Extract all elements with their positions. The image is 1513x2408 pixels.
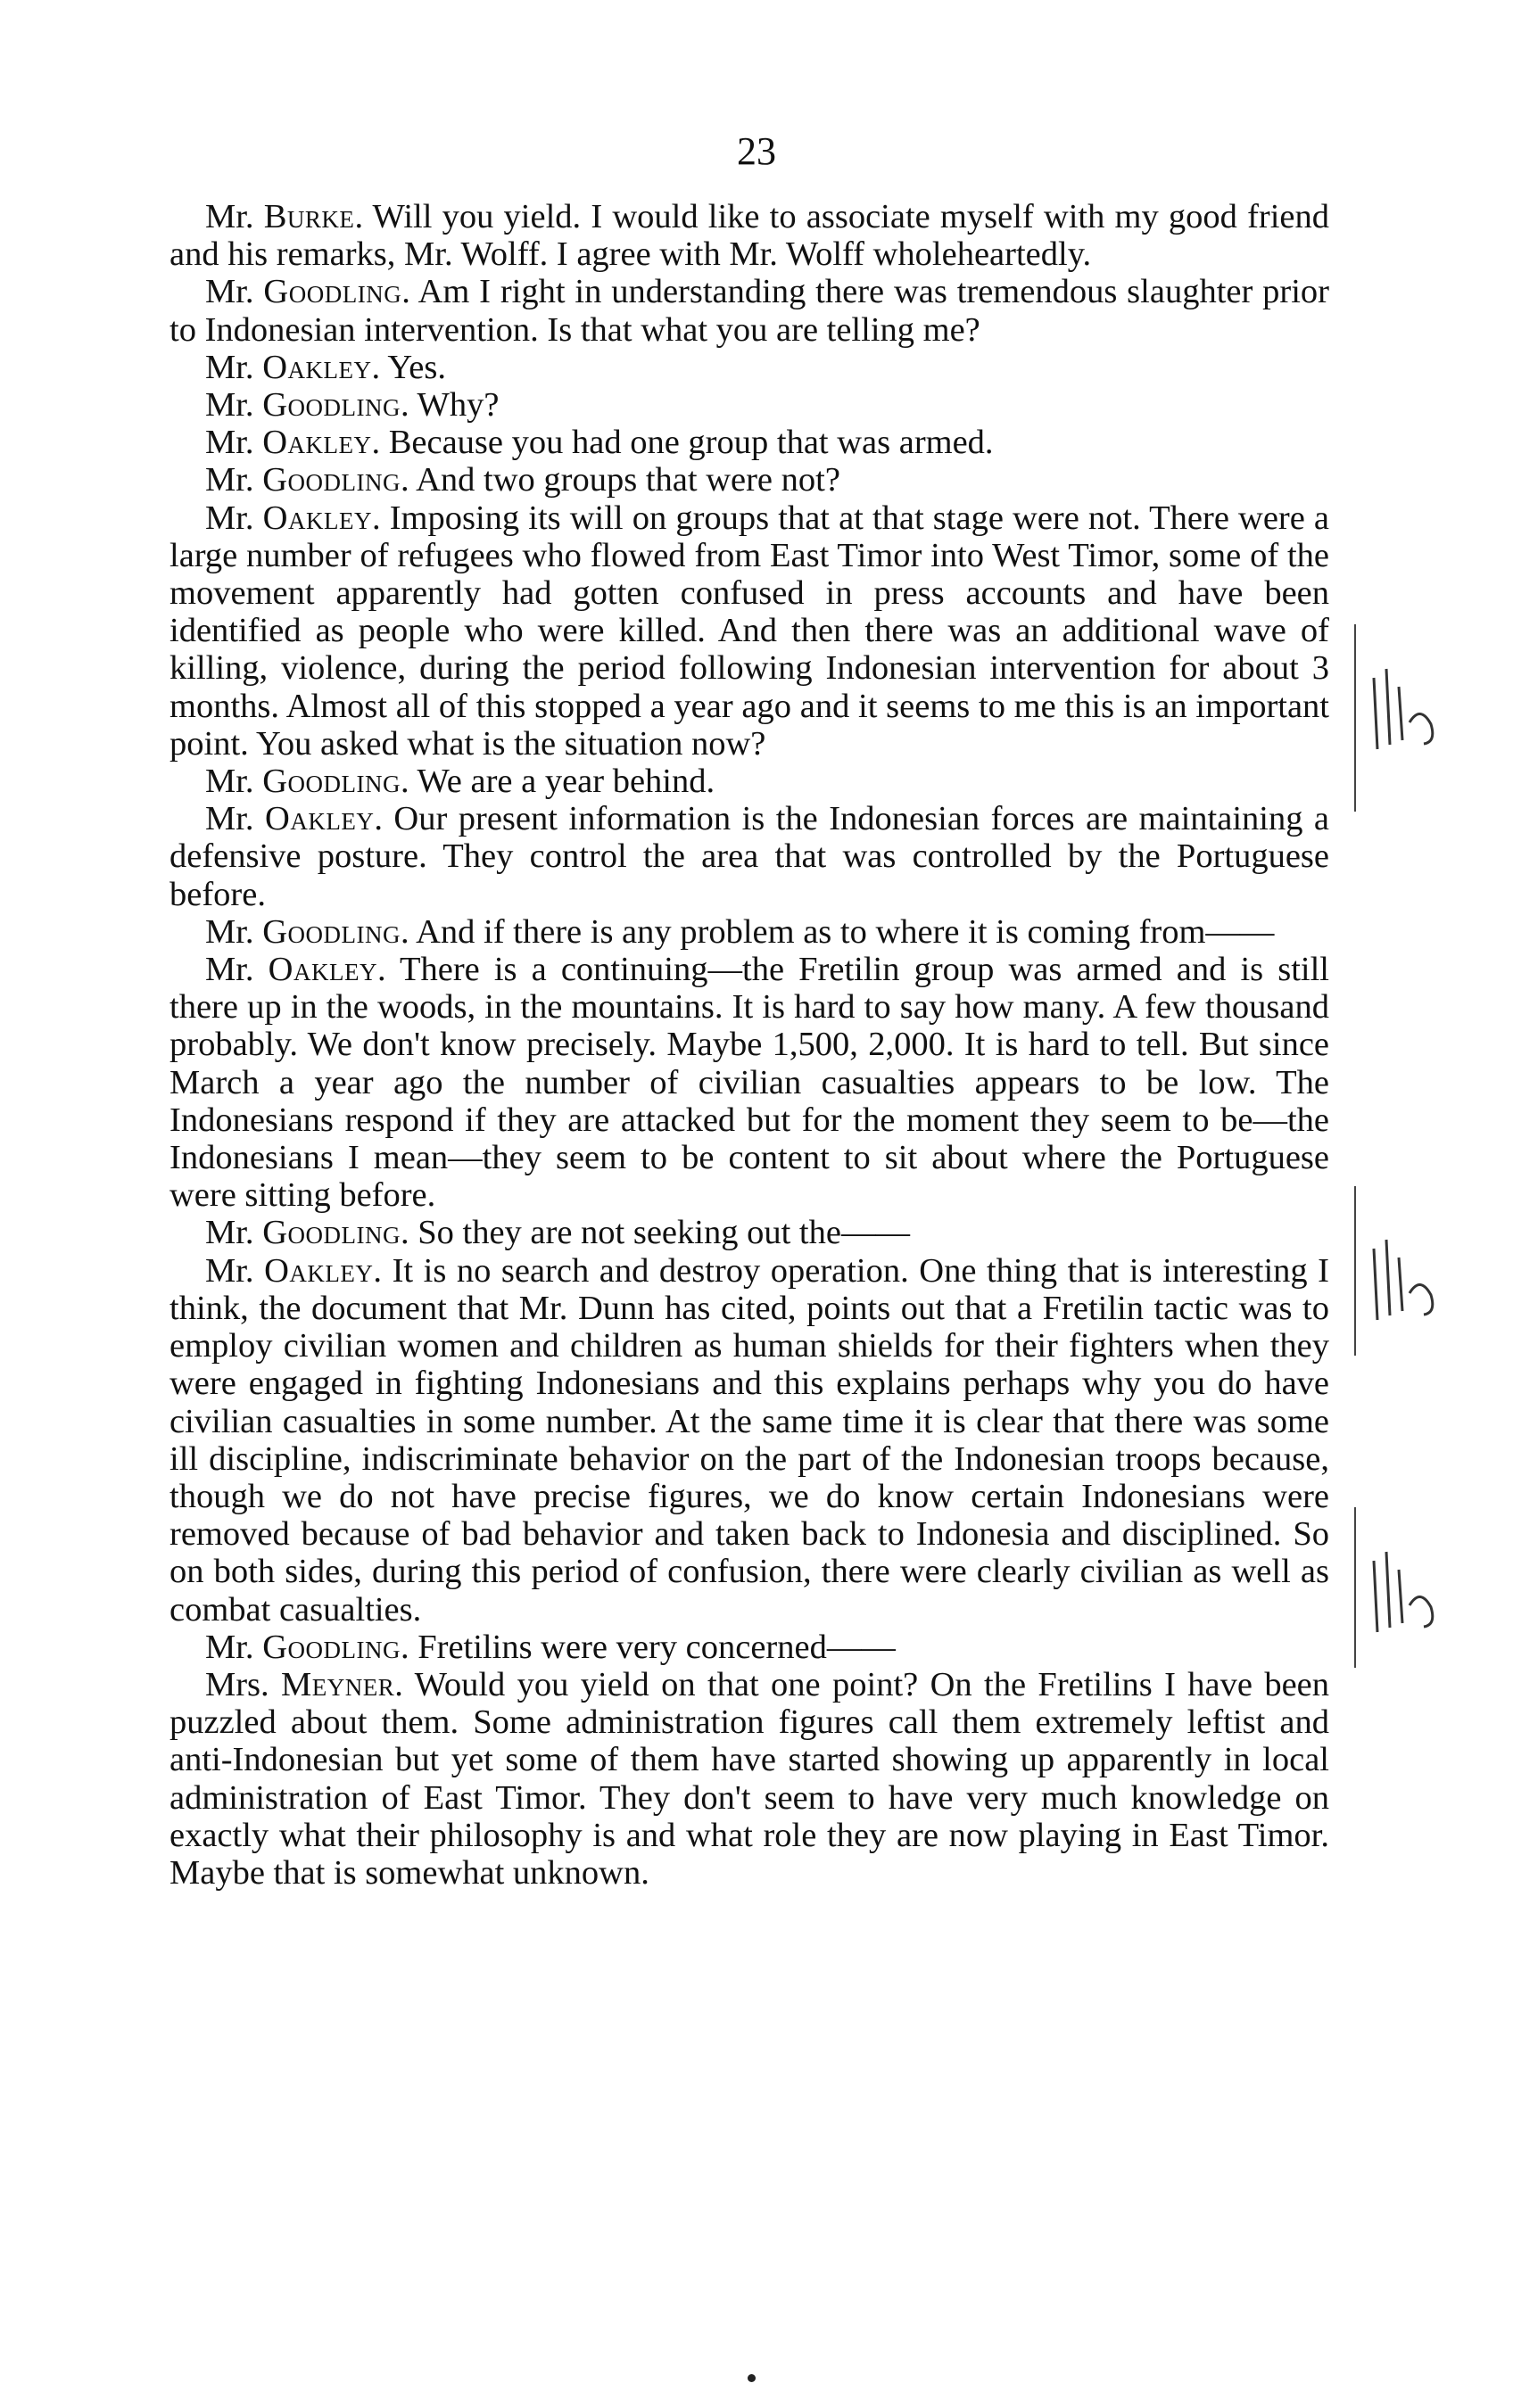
- margin-annotation: [1365, 1543, 1463, 1641]
- margin-bracket: [1354, 1507, 1356, 1668]
- speaker-honorific: Mr.: [205, 951, 254, 989]
- speaker-name: Oakley: [262, 424, 372, 462]
- speaker-honorific: Mr.: [205, 1214, 254, 1252]
- paragraph: Mr. Goodling. And if there is any problem as to where it is coming from——: [205, 912, 1275, 951]
- paragraph: Mr. Goodling. And two groups that were not?: [205, 461, 840, 499]
- paragraph-text: Our present information is the Indonesian forces are maintaining a defensive posture. They control the area that was controlled by the Portuguese before.: [169, 800, 1330, 913]
- paragraph: Mr. Oakley. There is a continuing—the Fretilin group was armed and is still there up in the woods, in the mountains. It is hard to say how many. A few thousand probably. We don't know precisely. Maybe 1,500, 2,000. It is hard to tell. But since March a year ago the number of civilian casualties appears to be low. The Indonesians respond if they are attacked but for the moment they seem to be—the Indonesians I mean—they seem to be content to sit about where the Portuguese were sitting before.: [169, 951, 1330, 1215]
- speaker-name: Goodling: [262, 1628, 401, 1666]
- speaker-name: Goodling: [262, 1214, 401, 1252]
- paragraph-text: Yes.: [387, 348, 446, 386]
- speaker-honorific: Mr.: [205, 499, 254, 537]
- paragraph-text: We are a year behind.: [417, 763, 715, 801]
- paragraph-text: And if there is any problem as to where it is coming from——: [416, 912, 1275, 951]
- paragraph: Mr. Oakley. Yes.: [205, 348, 446, 386]
- margin-bracket: [1354, 1186, 1356, 1356]
- paragraph: Mr. Goodling. Why?: [205, 386, 500, 425]
- page-number: 23: [737, 129, 776, 173]
- speaker-name: Oakley: [264, 1251, 374, 1290]
- speaker-honorific: Mr.: [205, 273, 254, 311]
- speaker-honorific: Mr.: [205, 1628, 254, 1666]
- paragraph-text: Why?: [417, 386, 500, 425]
- paragraph: Mr. Goodling. Am I right in understanding there was tremendous slaughter prior to Indonesian intervention. Is that what you are telling me?: [169, 273, 1329, 349]
- paragraph-text: There is a continuing—the Fretilin group was armed and is still there up in the woods, in the mountains. It is hard to say how many. A few thousand probably. We don't know precisely. Maybe 1,500, 2,000. It is hard to tell. But since March a year ago the number of civilian casualties appears to be low. The Indonesians respond if they are attacked but for the moment they seem to be—the Indonesians I mean—they seem to be content to sit about where the Portuguese were sitting before.: [169, 951, 1330, 1215]
- speaker-name: Burke: [263, 198, 355, 235]
- paragraph: Mrs. Meyner. Would you yield on that one point? On the Fretilins I have been puzzled about them. Some administration figures call them extremely leftist and anti-Indonesian but yet some of them have started showing up apparently in local administration of East Timor. They don't seem to have very much knowledge on exactly what their philosophy is and what role they are now playing in East Timor. Maybe that is somewhat unknown.: [169, 1665, 1330, 1892]
- paragraph-text: So they are not seeking out the——: [418, 1214, 910, 1252]
- paragraph-text: Imposing its will on groups that at that stage were not. There were a large number of refugees who flowed from East Timor into West Timor, some of the movement apparently had gotten confused in press accounts and have been identified as people who were killed. And then there was an additional wave of killing, violence, during the period following Indonesian intervention for about 3 months. Almost all of this stopped a year ago and it seems to me this is an important point. You asked what is the situation now?: [169, 499, 1330, 763]
- paragraph-text: Because you had one group that was armed.: [388, 424, 994, 462]
- speaker-name: Goodling: [262, 461, 401, 499]
- speaker-honorific: Mr.: [205, 461, 254, 499]
- speaker-honorific: Mrs.: [205, 1665, 269, 1703]
- speaker-honorific: Mr.: [205, 800, 254, 838]
- paragraph: Mr. Goodling. So they are not seeking out the——: [205, 1214, 910, 1252]
- speaker-honorific: Mr.: [205, 386, 254, 425]
- speaker-name: Goodling: [263, 273, 402, 311]
- paragraph: Mr. Oakley. Our present information is the Indonesian forces are maintaining a defensive posture. They control the area that was controlled by the Portuguese before.: [169, 800, 1330, 913]
- paragraph: Mr. Goodling. We are a year behind.: [205, 763, 715, 801]
- paragraph: Mr. Burke. Will you yield. I would like to associate myself with my good friend and his remarks, Mr. Wolff. I agree with Mr. Wolff wholeheartedly.: [169, 198, 1329, 274]
- speaker-honorific: Mr.: [205, 348, 254, 386]
- footer-dot: [748, 2374, 756, 2382]
- speaker-name: Goodling: [262, 912, 401, 951]
- speaker-name: Goodling: [262, 763, 401, 801]
- speaker-name: Goodling: [262, 386, 401, 425]
- paragraph: Mr. Oakley. Imposing its will on groups that at that stage were not. There were a large number of refugees who flowed from East Timor into West Timor, some of the movement apparently had gotten confused in press accounts and have been identified as people who were killed. And then there was an additional wave of killing, violence, during the period following Indonesian intervention for about 3 months. Almost all of this stopped a year ago and it seems to me this is an important point. You asked what is the situation now?: [169, 499, 1330, 763]
- speaker-honorific: Mr.: [205, 1251, 254, 1290]
- speaker-honorific: Mr.: [205, 912, 254, 951]
- speaker-honorific: Mr.: [205, 198, 254, 235]
- margin-bracket: [1354, 624, 1356, 812]
- speaker-name: Oakley: [262, 499, 372, 537]
- speaker-honorific: Mr.: [205, 763, 254, 801]
- paragraph: Mr. Oakley. It is no search and destroy operation. One thing that is interesting I think, the document that Mr. Dunn has cited, points out that a Fretilin tactic was to employ civilian women and children as human shields for their fighters when they were engaged in fighting Indonesians and this explains perhaps why you do have civilian casualties in some number. At the same time it is clear that there was some ill discipline, indiscriminate behavior on the part of the Indonesian troops because, though we do not have precise figures, we do know certain Indonesians were removed because of bad behavior and taken back to Indonesia and disciplined. So on both sides, during this period of confusion, there were clearly civilian as well as combat casualties.: [169, 1251, 1330, 1629]
- paragraph-text: Am I right in understanding there was tremendous slaughter prior to Indonesian intervention. Is that what you are telling me?: [169, 273, 1329, 349]
- paragraph-text: Will you yield. I would like to associate myself with my good friend and his remarks, Mr. Wolff. I agree with Mr. Wolff wholeheartedly.: [169, 198, 1329, 274]
- paragraph: Mr. Goodling. Fretilins were very concerned——: [205, 1628, 896, 1666]
- margin-annotation: [1365, 1231, 1463, 1329]
- speaker-name: Oakley: [268, 951, 377, 989]
- transcript-body: [169, 198, 1329, 1892]
- speaker-name: Meyner: [281, 1665, 395, 1703]
- paragraph: Mr. Oakley. Because you had one group that was armed.: [205, 424, 994, 462]
- paragraph-text: It is no search and destroy operation. One thing that is interesting I think, the document that Mr. Dunn has cited, points out that a Fretilin tactic was to employ civilian women and children as human shields for their fighters when they were engaged in fighting Indonesians and this explains perhaps why you do have civilian casualties in some number. At the same time it is clear that there was some ill discipline, indiscriminate behavior on the part of the Indonesian troops because, though we do not have precise figures, we do know certain Indonesians were removed because of bad behavior and taken back to Indonesia and disciplined. So on both sides, during this period of confusion, there were clearly civilian as well as combat casualties.: [169, 1251, 1330, 1629]
- margin-annotation: [1365, 660, 1463, 758]
- paragraph-text: Would you yield on that one point? On the Fretilins I have been puzzled about them. Some administration figures call them extremely leftist and anti-Indonesian but yet some of them have started showing up apparently in local administration of East Timor. They don't seem to have very much knowledge on exactly what their philosophy is and what role they are now playing in East Timor. Maybe that is somewhat unknown.: [169, 1665, 1330, 1892]
- speaker-name: Oakley: [265, 800, 375, 838]
- paragraph-text: And two groups that were not?: [416, 461, 840, 499]
- paragraph-text: Fretilins were very concerned——: [418, 1628, 896, 1666]
- speaker-honorific: Mr.: [205, 424, 254, 462]
- speaker-name: Oakley: [262, 348, 372, 386]
